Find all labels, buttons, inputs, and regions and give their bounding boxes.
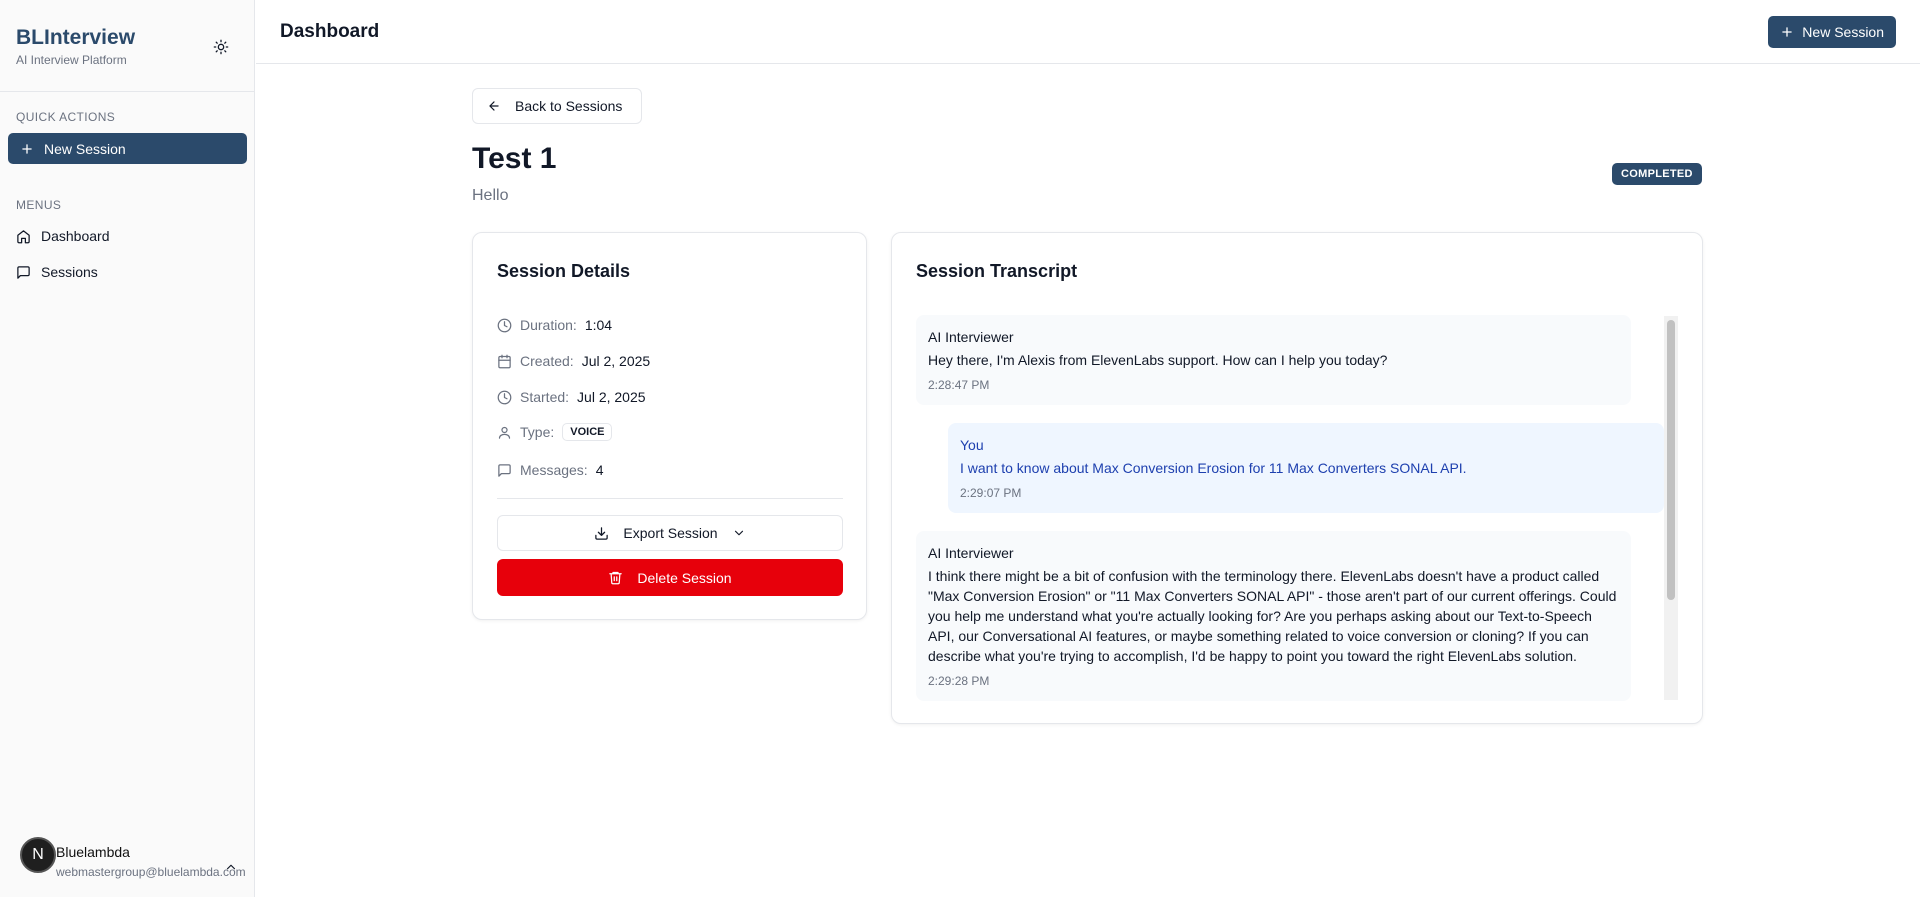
home-icon bbox=[16, 229, 31, 244]
started-value: Jul 2, 2025 bbox=[577, 389, 646, 405]
transcript-scrollbar[interactable] bbox=[1664, 316, 1678, 700]
message-square-icon bbox=[497, 463, 512, 478]
sidebar-item-sessions[interactable] bbox=[16, 264, 98, 280]
sidebar-item-label: Dashboard bbox=[41, 228, 110, 244]
status-badge: COMPLETED bbox=[1612, 163, 1702, 185]
user-menu[interactable] bbox=[0, 837, 255, 897]
quick-actions-label: QUICK ACTIONS bbox=[16, 110, 116, 124]
brand-title[interactable]: BLInterview bbox=[16, 26, 136, 49]
chevron-down-icon bbox=[732, 526, 746, 540]
duration-row bbox=[497, 317, 612, 333]
message-time: 2:29:28 PM bbox=[928, 674, 990, 688]
page-subtitle: Hello bbox=[472, 187, 509, 204]
user-name: Bluelambda bbox=[56, 844, 130, 860]
download-icon bbox=[594, 526, 609, 541]
user-icon bbox=[497, 425, 512, 440]
page-header-title: Dashboard bbox=[280, 21, 380, 42]
chevron-up-icon bbox=[224, 860, 238, 874]
menus-label: MENUS bbox=[16, 198, 62, 212]
page-title: Test 1 bbox=[472, 142, 557, 175]
sidebar-new-session-label: New Session bbox=[44, 140, 126, 157]
created-row bbox=[497, 353, 650, 369]
session-details-title: Session Details bbox=[497, 261, 631, 281]
message-sender: You bbox=[960, 437, 984, 453]
message-sender: AI Interviewer bbox=[928, 545, 1014, 561]
message-text: Hey there, I'm Alexis from ElevenLabs support. How can I help you today? bbox=[928, 352, 1388, 368]
avatar: N bbox=[20, 837, 56, 873]
messages-value: 4 bbox=[595, 462, 604, 478]
divider bbox=[497, 498, 843, 499]
arrow-left-icon bbox=[487, 99, 501, 113]
duration-value: 1:04 bbox=[584, 317, 613, 333]
type-row bbox=[497, 423, 612, 441]
transcript-message-ai bbox=[916, 315, 1631, 405]
message-text: I want to know about Max Conversion Erosion for 11 Max Converters SONAL API. bbox=[960, 460, 1467, 476]
clock-icon bbox=[497, 390, 512, 405]
back-to-sessions-button[interactable] bbox=[472, 88, 642, 124]
session-transcript-title: Session Transcript bbox=[916, 261, 1078, 281]
user-email: webmastergroup@bluelambda.com bbox=[56, 865, 246, 879]
started-label: Started: bbox=[520, 389, 570, 405]
brand bbox=[0, 0, 254, 92]
message-time: 2:29:07 PM bbox=[960, 486, 1022, 500]
delete-session-button[interactable] bbox=[497, 559, 843, 596]
sidebar-item-label: Sessions bbox=[41, 264, 98, 280]
transcript-message-ai bbox=[916, 531, 1631, 701]
brand-subtitle: AI Interview Platform bbox=[16, 53, 127, 67]
session-transcript-card bbox=[891, 232, 1703, 724]
export-session-label: Export Session bbox=[623, 525, 718, 541]
message-sender: AI Interviewer bbox=[928, 329, 1014, 345]
plus-icon bbox=[1780, 25, 1794, 39]
plus-icon bbox=[20, 142, 34, 156]
session-details-card bbox=[472, 232, 867, 620]
sidebar-new-session-button[interactable] bbox=[8, 133, 247, 164]
messages-row bbox=[497, 462, 604, 478]
created-value: Jul 2, 2025 bbox=[581, 353, 651, 369]
clock-icon bbox=[497, 318, 512, 333]
type-label: Type: bbox=[520, 424, 555, 440]
transcript-list[interactable] bbox=[916, 315, 1680, 699]
message-time: 2:28:47 PM bbox=[928, 378, 990, 392]
scrollbar-thumb[interactable] bbox=[1667, 320, 1675, 600]
trash-icon bbox=[608, 570, 623, 585]
header-new-session-label: New Session bbox=[1802, 24, 1884, 40]
message-text: I think there might be a bit of confusion with the terminology there. ElevenLabs doesn't have a product called "Max Conversion Erosion" or "11 Max Converters SONAL API" - those aren't part of our current offerings. Could you help me understand what you're actually looking for? Are you perhaps asking about our Text-to-Speech API, our Conversational AI features, or maybe something related to voice conversion or cloning? If you can describe what you're trying to accomplish, I'd be happy to point you toward the right ElevenLabs solution. bbox=[928, 568, 1617, 664]
message-square-icon bbox=[16, 265, 31, 280]
back-to-sessions-label: Back to Sessions bbox=[515, 98, 623, 114]
sidebar bbox=[0, 0, 255, 897]
transcript-message-user bbox=[948, 423, 1664, 513]
header-new-session-button[interactable] bbox=[1768, 16, 1896, 48]
type-badge: VOICE bbox=[562, 423, 612, 441]
top-header bbox=[256, 0, 1920, 64]
sidebar-item-dashboard[interactable] bbox=[16, 228, 110, 244]
messages-label: Messages: bbox=[520, 462, 588, 478]
theme-toggle-button[interactable] bbox=[210, 36, 232, 58]
started-row bbox=[497, 389, 646, 405]
sun-icon bbox=[213, 39, 229, 55]
calendar-icon bbox=[497, 354, 512, 369]
duration-label: Duration: bbox=[520, 317, 577, 333]
export-session-button[interactable] bbox=[497, 515, 843, 551]
created-label: Created: bbox=[520, 353, 574, 369]
delete-session-label: Delete Session bbox=[637, 569, 732, 586]
